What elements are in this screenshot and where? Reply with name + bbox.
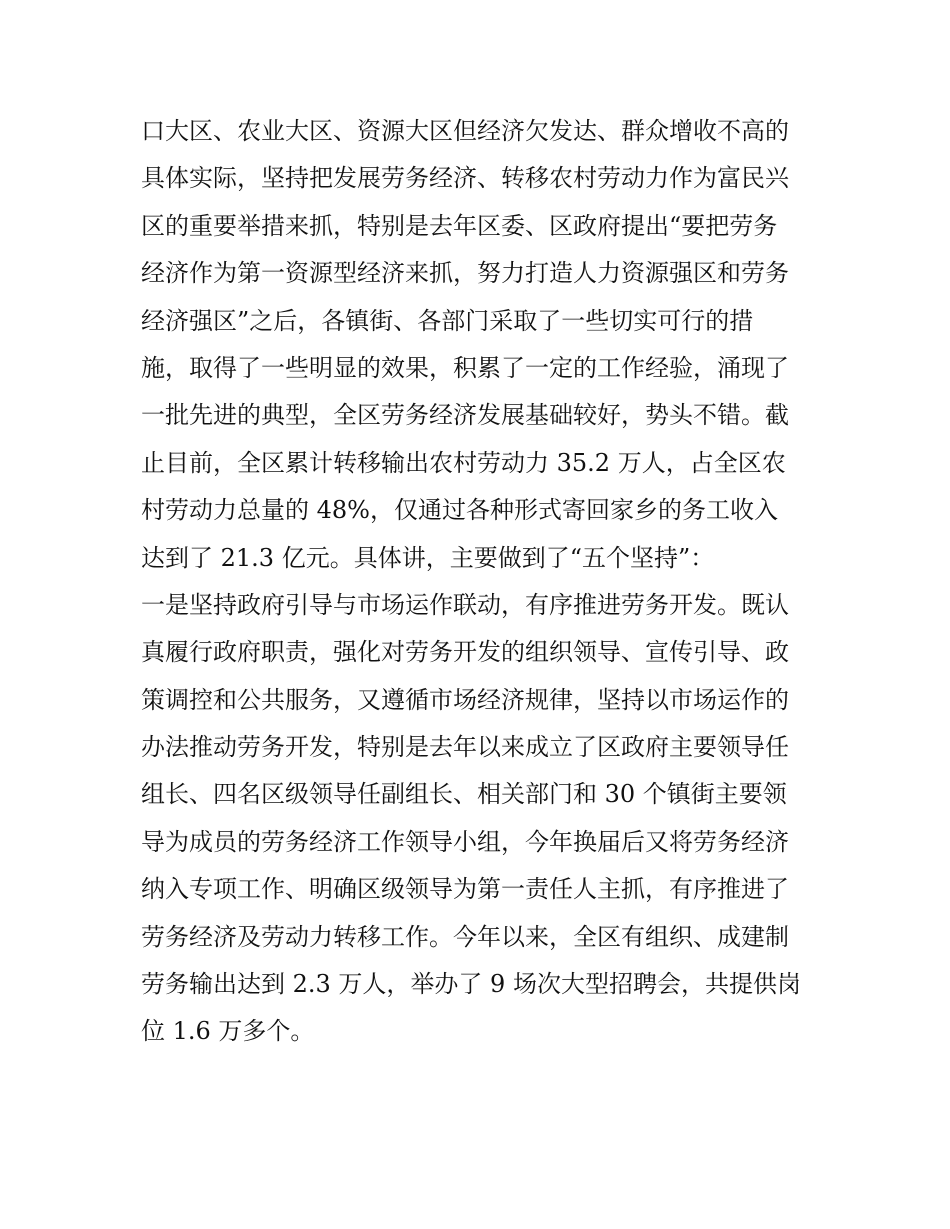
text-line: 策调控和公共服务，又遵循市场经济规律，坚持以市场运作的: [141, 685, 789, 714]
text-line: 止目前，全区累计转移输出农村劳动力 35.2 万人，占全区农: [141, 448, 786, 477]
document-body: [141, 108, 821, 1056]
text-line: 真履行政府职责，强化对劳务开发的组织领导、宣传引导、政: [141, 638, 789, 667]
text-line: 经济作为第一资源型经济来抓，努力打造人力资源强区和劳务: [141, 259, 789, 288]
text-line: 经济强区”之后，各镇街、各部门采取了一些切实可行的措: [141, 306, 754, 335]
text-line: 口大区、农业大区、资源大区但经济欠发达、群众增收不高的: [141, 117, 789, 145]
text-line: 施，取得了一些明显的效果，积累了一定的工作经验，涌现了: [141, 353, 789, 382]
text-line: 组长、四名区级领导任副组长、相关部门和 30 个镇街主要领: [141, 780, 787, 809]
text-line: 导为成员的劳务经济工作领导小组，今年换届后又将劳务经济: [141, 827, 789, 856]
text-line: 办法推动劳务开发，特别是去年以来成立了区政府主要领导任: [141, 733, 789, 762]
text-line: 位 1.6 万多个。: [141, 1017, 315, 1046]
text-line: 达到了 21.3 亿元。具体讲，主要做到了“五个坚持”：: [141, 543, 715, 572]
text-line: 一批先进的典型，全区劳务经济发展基础较好，势头不错。截: [141, 401, 789, 430]
text-line: 纳入专项工作、明确区级领导为第一责任人主抓，有序推进了: [141, 875, 789, 904]
text-line: 区的重要举措来抓，特别是去年区委、区政府提出“要把劳务: [141, 211, 778, 240]
text-line: 村劳动力总量的 48%，仅通过各种形式寄回家乡的务工收入: [141, 496, 778, 525]
text-line: 劳务输出达到 2.3 万人，举办了 9 场次大型招聘会，共提供岗: [141, 970, 801, 999]
text-line: 劳务经济及劳动力转移工作。今年以来，全区有组织、成建制: [141, 922, 789, 951]
text-line: 具体实际，坚持把发展劳务经济、转移农村劳动力作为富民兴: [141, 164, 789, 193]
text-line: 一是坚持政府引导与市场运作联动，有序推进劳务开发。既认: [141, 590, 789, 619]
